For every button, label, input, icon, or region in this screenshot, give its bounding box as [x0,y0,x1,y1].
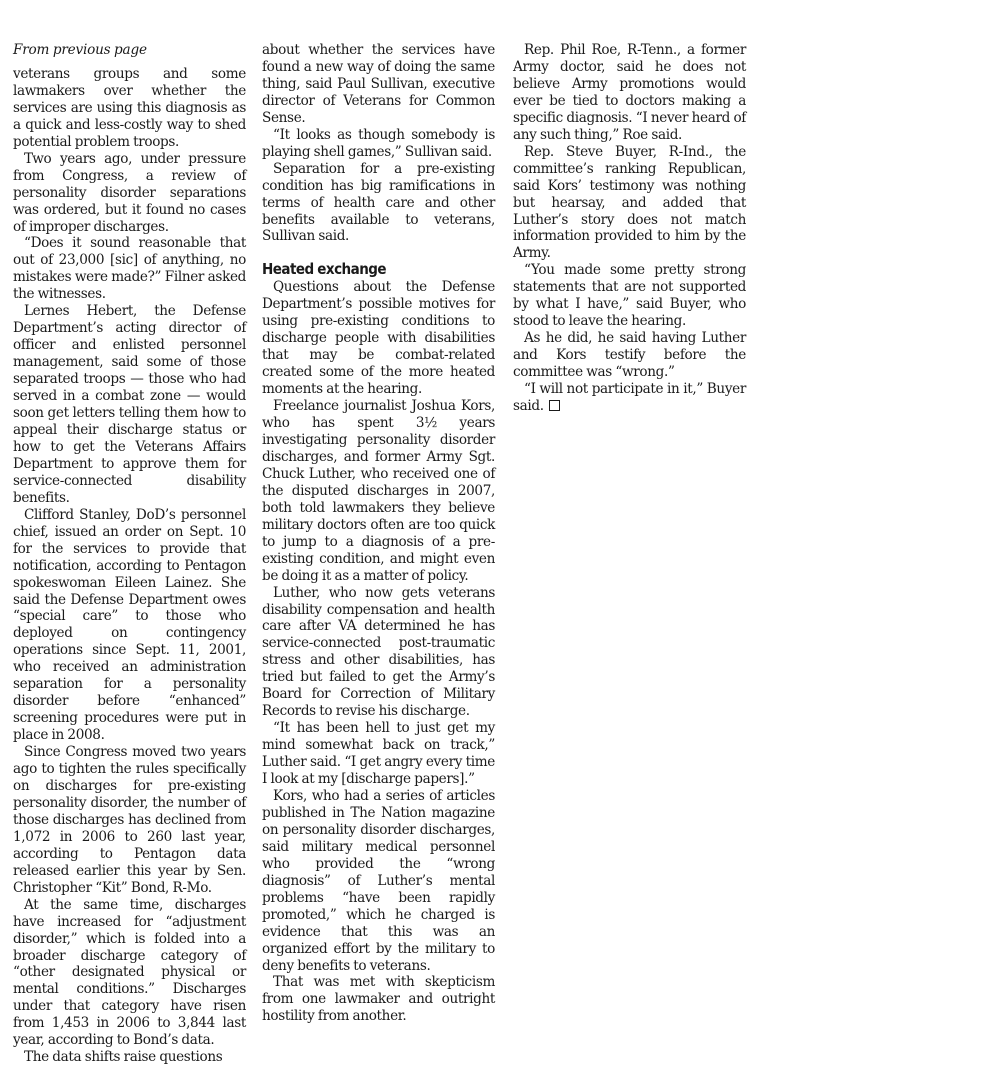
paragraph: Kors, who had a series of articles published in The Nation magazine on personality disorder discharges, said military medical personnel who provided the “wrong diagnosis” of Luther’s mental problems “have been rapidly promoted,” which he charged is evidence that this was an organized effort by the military to deny benefits to veterans. [262,787,495,974]
paragraph: Luther, who now gets veterans disability compensation and health care after VA determined he has service-connected post-traumatic stress and other disabilities, has tried but failed to get the Army’s Board for Correction of Military Records to revise his discharge. [262,584,495,720]
paragraph: Rep. Steve Buyer, R-Ind., the committee’s ranking Republican, said Kors’ testimony was nothing but hearsay, and added that Luther’s story does not match information provided to him by the Army. [513,143,746,262]
paragraph: Since Congress moved two years ago to tighten the rules specifically on discharges for pre-existing personality disorder, the number of those discharges has declined from 1,072 in 2006 to 260 last year, according to Pentagon data released earlier this year by Sen. Christopher “Kit” Bond, R-Mo. [13,744,246,896]
paragraph: about whether the services have found a new way of doing the same thing, said Paul Sullivan, executive director of Veterans for Common Sense. [262,42,495,126]
paragraph: “You made some pretty strong statements that are not supported by what I have,” said Buyer, who stood to leave the hearing. [513,262,746,330]
paragraph: At the same time, discharges have increased for “adjustment disorder,” which is folded into a broader discharge category of “other designated physical or mental conditions.” Discharges under that category have risen from 1,453 in 2006 to 3,844 last year, according to Bond’s data. [13,896,246,1049]
paragraph: The data shifts raise questions [24,1049,223,1066]
paragraph: veterans groups and some lawmakers over whether the services are using this diagnosis as a quick and less-costly way to shed potential problem troops. [13,65,246,150]
paragraph: “Does it sound reasonable that out of 23,000 [sic] of anything, no mistakes were made?” Filner asked the witnesses. [13,235,246,303]
paragraph: “It looks as though somebody is playing shell games,” Sullivan said. [262,126,495,160]
paragraph [513,381,746,415]
column-1 [13,42,246,1066]
paragraph: Freelance journalist Joshua Kors, who has spent 3½ years investigating personality disorder discharges, and former Army Sgt. Chuck Luther, who received one of the disputed discharges in 2007, both told lawmakers they believe military doctors often are too quick to jump to a diagnosis of a pre-existing condition, and might even be doing it as a matter of policy. [262,398,495,584]
paragraph: Rep. Phil Roe, R-Tenn., a former Army doctor, said he does not believe Army promotions would ever be tied to doctors making a specific diagnosis. “I never heard of any such thing,” Roe said. [513,42,746,143]
paragraph: Separation for a pre-existing condition has big ramifications in terms of health care and other benefits available to veterans, Sullivan said. [262,160,495,245]
column-3 [513,42,746,415]
paragraph: “It has been hell to just get my mind somewhat back on track,” Luther said. “I get angry every time I look at my [discharge papers].” [262,720,495,788]
continuation-kicker: From previous page [13,42,147,58]
paragraph: Clifford Stanley, DoD’s personnel chief, issued an order on Sept. 10 for the services to provide that notification, according to Pentagon spokeswoman Eileen Lainez. She said the Defense Department owes “special care” to those who deployed on contingency operations since Sept. 11, 2001, who received an administration separation for a personality disorder before “enhanced” screening procedures were put in place in 2008. [13,506,246,744]
paragraph: Lernes Hebert, the Defense Department’s acting director of officer and enlisted personnel management, said some of those separated troops — those who had served in a combat zone — would soon get letters telling them how to appeal their discharge status or how to get the Veterans Affairs Department to approve them for service-connected disability benefits. [13,303,246,506]
paragraph: Questions about the Defense Department’s possible motives for using pre-existing conditions to discharge people with disabilities that may be combat-related created some of the more heated moments at the hearing. [262,279,495,398]
final-sentence: “I will not participate in it,” Buyer said. [513,381,746,415]
end-of-story-mark-icon [549,400,560,411]
paragraph: Two years ago, under pressure from Congress, a review of personality disorder separations was ordered, but it found no cases of improper discharges. [13,150,246,235]
paragraph: As he did, he said having Luther and Kors testify before the committee was “wrong.” [513,330,746,381]
subheading: Heated exchange [262,260,387,279]
column-2 [262,42,495,1025]
paragraph: That was met with skepticism from one lawmaker and outright hostility from another. [262,974,495,1025]
